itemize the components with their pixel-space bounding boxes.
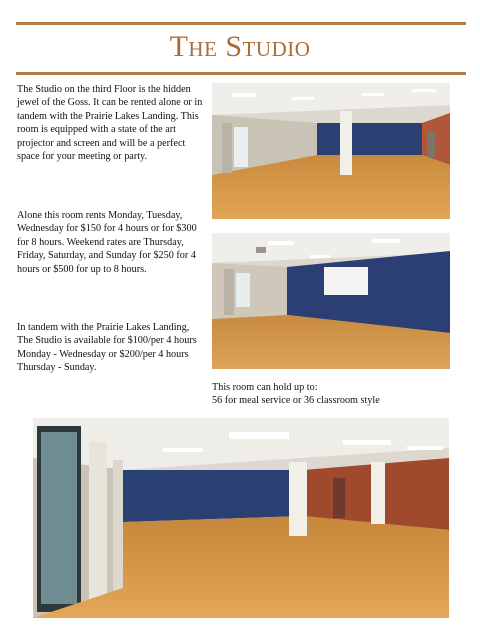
top-divider [16,22,466,25]
page-title: The Studio [169,30,311,63]
intro-paragraph: The Studio on the third Floor is the hidden jewel of the Goss. It can be rented alone or in tandem with the Prairie Lakes Landing. This room is equipped with a state of the art projector and screen and will be a perfect space for your meeting or party. [17,84,203,163]
capacity-line-2: 56 for meal service or 36 classroom style [212,395,380,407]
rates-paragraph: Alone this room rents Monday, Tuesday, Wednesday for $150 for 4 hours or for $300 for 8 hours. Weekend rates are Thursday, Friday, Saturday, and Sunday for $250 for 4 hours or $500 for up to 8 hours. [17,210,197,275]
capacity-note [212,381,472,408]
tandem-paragraph: In tandem with the Prairie Lakes Landing, The Studio is available for $100/per 4 hours Monday - Wednesday or $200/per 4 hours Thursday - Sunday. [17,322,197,374]
studio-photo-interior-columns [33,418,449,618]
studio-photo-wide-room [212,83,450,219]
studio-photo-projector-screen [212,233,450,369]
capacity-line-1: This room can hold up to: [212,382,318,393]
bottom-divider [16,72,466,75]
